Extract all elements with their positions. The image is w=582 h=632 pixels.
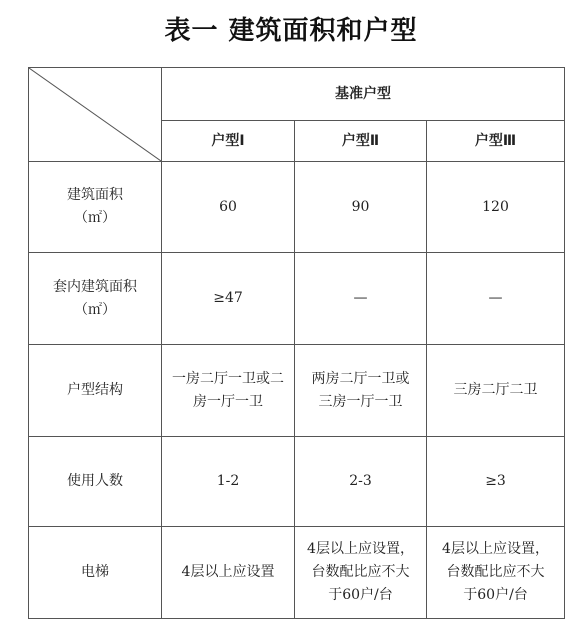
row-label-cell — [29, 162, 162, 253]
value-line: 台数配比应不大 — [446, 564, 545, 580]
value-line: 于60户/台 — [328, 587, 393, 603]
group-header-cell: 基准户型 — [162, 68, 565, 121]
type-header-cell: 户型Ⅱ — [295, 121, 427, 162]
row-label-cell: 电梯 — [29, 527, 162, 619]
value-cell: 90 — [295, 162, 427, 253]
value-cell: ≥47 — [162, 253, 295, 345]
value-line: 4层以上应设置， — [307, 541, 414, 557]
type-header-cell: 户型Ⅰ — [162, 121, 295, 162]
row-unit: （㎡） — [74, 301, 116, 318]
table-row — [29, 527, 565, 619]
group-header-row — [29, 68, 565, 121]
row-label: 套内建筑面积 — [53, 278, 137, 295]
value-cell — [162, 345, 295, 437]
value-cell: — — [427, 253, 565, 345]
value-cell — [427, 527, 565, 619]
row-label-cell: 使用人数 — [29, 437, 162, 527]
value-cell — [427, 345, 565, 437]
value-line: 三房一厅一卫 — [318, 393, 403, 410]
value-cell — [295, 527, 427, 619]
value-line: 于60户/台 — [463, 587, 528, 603]
row-label-cell: 户型结构 — [29, 345, 162, 437]
value-line: 三房二厅二卫 — [453, 382, 538, 398]
value-line: 4层以上应设置， — [442, 541, 549, 557]
value-line: 台数配比应不大 — [311, 564, 410, 580]
value-cell: 2-3 — [295, 437, 427, 527]
row-unit: （㎡） — [74, 210, 116, 226]
row-label-cell — [29, 253, 162, 345]
value-cell — [162, 527, 295, 619]
table-row — [29, 162, 565, 253]
table-row — [29, 253, 565, 345]
building-area-table — [28, 67, 565, 619]
value-cell — [295, 345, 427, 437]
value-line: 房一厅一卫 — [193, 393, 263, 410]
value-line: 4层以上应设置 — [181, 564, 275, 580]
diagonal-line — [29, 68, 161, 161]
table-row — [29, 437, 565, 527]
value-cell: — — [295, 253, 427, 345]
table-row — [29, 345, 565, 437]
corner-diagonal-cell — [29, 68, 162, 162]
row-label: 建筑面积 — [67, 187, 123, 203]
value-cell: 60 — [162, 162, 295, 253]
value-cell: 1-2 — [162, 437, 295, 527]
value-line: 两房二厅一卫或 — [311, 370, 410, 387]
value-cell: 120 — [427, 162, 565, 253]
type-header-cell: 户型Ⅲ — [427, 121, 565, 162]
value-cell: ≥3 — [427, 437, 565, 527]
page-title: 表一 建筑面积和户型 — [164, 16, 418, 46]
value-line: 一房二厅一卫或二 — [172, 370, 284, 387]
